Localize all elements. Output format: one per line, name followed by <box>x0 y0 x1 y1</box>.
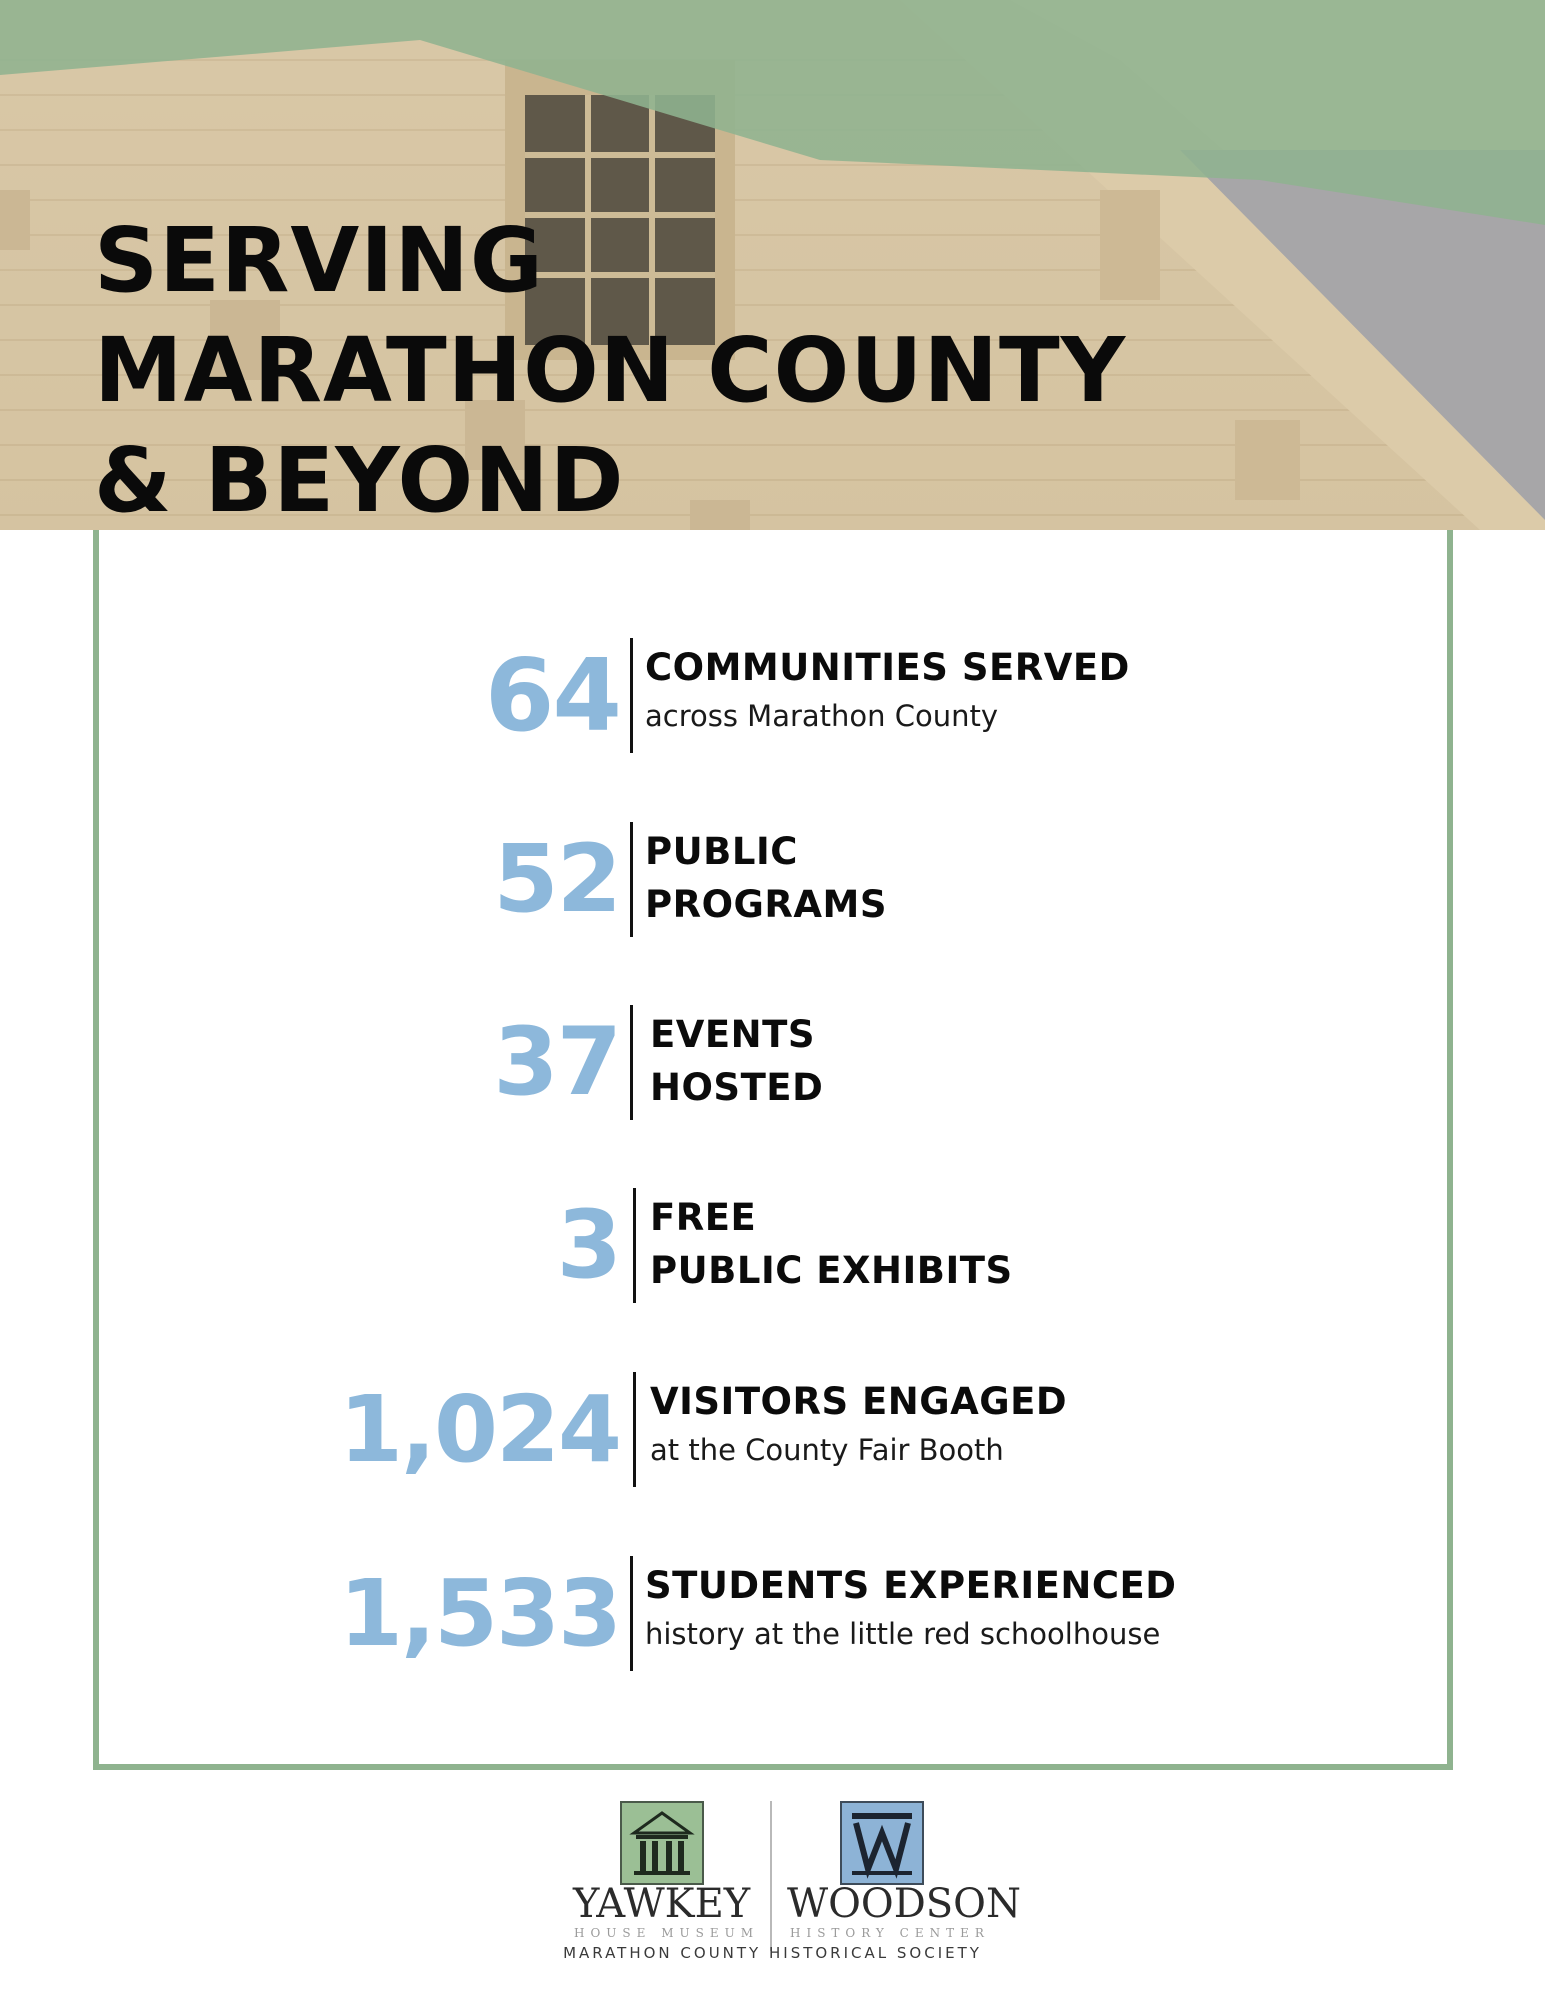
footer-logos <box>0 1795 1545 1975</box>
stat-number: 37 <box>493 1008 620 1117</box>
stat-label: COMMUNITIES SERVED <box>645 646 1130 689</box>
stat-number: 1,024 <box>338 1376 620 1483</box>
stat-number: 3 <box>556 1191 620 1300</box>
stat-subtitle: at the County Fair Booth <box>650 1433 1004 1467</box>
woodson-name: WOODSON <box>787 1881 1021 1927</box>
stat-divider <box>630 638 633 753</box>
yawkey-name: YAWKEY <box>573 1881 751 1927</box>
stat-number: 1,533 <box>338 1560 620 1667</box>
stat-divider <box>630 822 633 937</box>
stat-programs <box>0 822 1545 937</box>
stat-subtitle: across Marathon County <box>645 699 999 733</box>
hero-banner <box>0 0 1545 530</box>
stat-number: 52 <box>493 825 620 934</box>
stat-label: HOSTED <box>650 1066 824 1109</box>
stat-communities <box>0 638 1545 753</box>
stat-label: PUBLIC EXHIBITS <box>650 1249 1013 1292</box>
stat-subtitle: history at the little red schoolhouse <box>645 1617 1161 1651</box>
woodson-w-icon <box>840 1801 924 1885</box>
page-title <box>94 205 1126 530</box>
title-line: & BEYOND <box>94 428 625 530</box>
stat-divider <box>630 1005 633 1120</box>
stat-exhibits <box>0 1188 1545 1303</box>
stat-label: EVENTS <box>650 1013 816 1056</box>
yawkey-house-icon <box>620 1801 704 1885</box>
stat-label: FREE <box>650 1196 757 1239</box>
stat-students <box>0 1556 1545 1671</box>
woodson-subtitle: HISTORY CENTER <box>790 1926 990 1940</box>
logo-divider <box>770 1801 772 1951</box>
stat-label: VISITORS ENGAGED <box>650 1380 1068 1423</box>
stat-number: 64 <box>484 637 620 754</box>
stat-events <box>0 1005 1545 1120</box>
stat-label: STUDENTS EXPERIENCED <box>645 1564 1177 1607</box>
stat-divider <box>630 1556 633 1671</box>
stat-label: PUBLIC <box>645 830 798 873</box>
title-line: MARATHON COUNTY <box>94 318 1127 422</box>
yawkey-subtitle: HOUSE MUSEUM <box>574 1926 759 1940</box>
title-line: SERVING <box>94 208 544 312</box>
stat-divider <box>633 1372 636 1487</box>
stat-divider <box>633 1188 636 1303</box>
stat-visitors <box>0 1372 1545 1487</box>
stat-label: PROGRAMS <box>645 883 888 926</box>
society-name: MARATHON COUNTY HISTORICAL SOCIETY <box>563 1944 982 1962</box>
